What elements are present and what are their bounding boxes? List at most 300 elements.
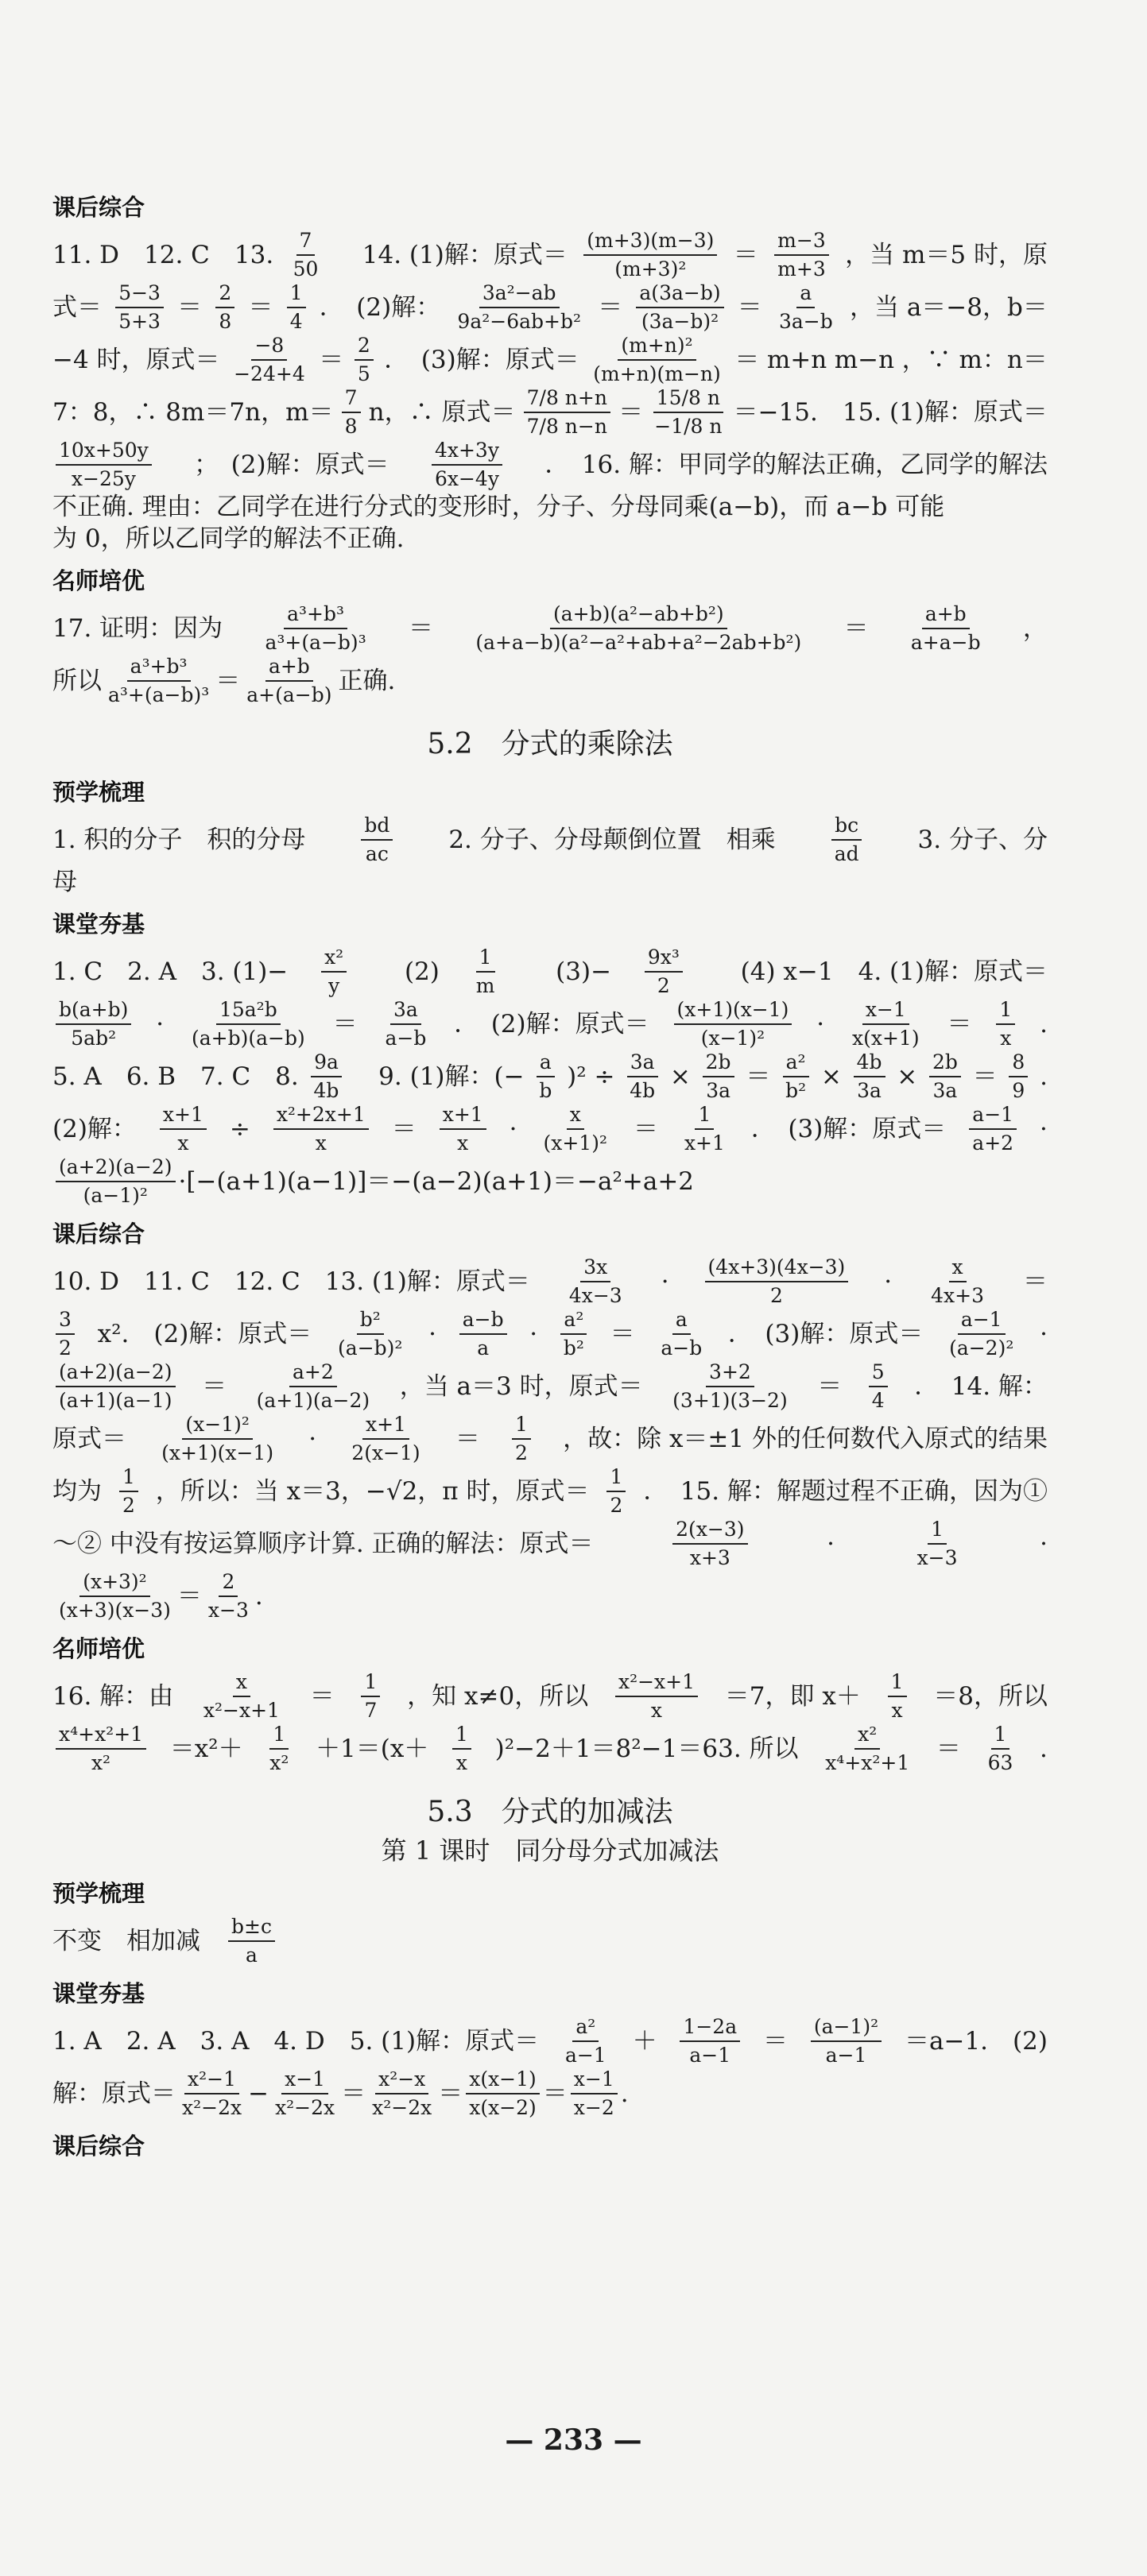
answer-line [52,1915,1048,1967]
text-run: · [1040,1115,1048,1143]
fraction-denominator: b² [785,1079,807,1102]
text-run: ． (3)解：原式＝ [750,1115,947,1143]
text-run: ÷ [229,1115,250,1143]
fraction [321,946,347,998]
text-run: ＝ [762,2027,788,2056]
fraction [782,1050,809,1103]
fraction-numerator: 4x+3y [432,439,502,466]
fraction [849,998,923,1050]
fraction [440,1103,486,1155]
text-run: ＝ [1023,1267,1048,1296]
fraction-numerator: a−1 [958,1308,1006,1335]
text-run: 所以 [52,667,102,695]
text-run: ，∵ m：n＝ [901,346,1048,374]
text-run: ＝ [610,1320,635,1348]
text-run: )² ÷ [567,1062,615,1091]
fraction [272,2067,338,2120]
fraction-denominator: m [475,974,495,997]
fraction-numerator: 1 [119,1465,138,1492]
fraction-numerator: x² [321,946,347,973]
fraction-numerator: 10x+50y [56,439,152,466]
text-run: · [884,1267,893,1296]
fraction-denominator: m+3 [777,257,826,280]
answer-line [52,1155,1048,1208]
fraction-numerator: a³+b³ [127,655,191,682]
fraction [969,1103,1017,1155]
fraction [160,1103,207,1155]
fraction-numerator: a+2 [289,1360,337,1387]
fraction-denominator: x²−2x [275,2096,335,2119]
page-number: — 233 — [505,2423,642,2457]
fraction-denominator: 4 [871,1389,885,1412]
fraction [355,334,374,386]
fraction-denominator: −24+4 [234,362,305,385]
fraction-denominator: x [1000,1027,1012,1050]
fraction [115,281,164,334]
fraction [680,2015,740,2067]
text-run: 11. D 12. C 13. [52,241,274,269]
heading-ketang-hangji-3: 课堂夯基 [52,1980,145,2007]
fraction [590,334,724,386]
fraction-numerator: x² [854,1723,880,1750]
text-run: 1. 积的分子 积的分母 [52,826,331,854]
fraction-denominator: 4 [289,310,303,333]
fraction [361,814,393,866]
heading-kehou-zonghe-3: 课后综合 [52,2133,145,2160]
fraction [432,439,502,491]
fraction-denominator: 2 [610,1494,623,1517]
text-run: ＝ [177,293,203,322]
fraction [822,1723,913,1775]
text-run: ＝ [332,1010,358,1039]
answer-line [52,386,1048,439]
text-run: · [156,1010,165,1039]
fraction-numerator: 1 [287,281,306,308]
text-run: 17. 证明：因为 [52,614,223,643]
fraction-numerator: (m+n)² [618,334,696,361]
fraction-denominator: x²−2x [372,2096,432,2119]
text-run: ＝ [817,1372,843,1401]
answer-line [52,2067,1048,2120]
fraction-denominator: x² [91,1751,111,1774]
text-run: ＝x²＋ [169,1735,243,1763]
fraction-denominator: b² [563,1336,584,1360]
fraction-numerator: x+1 [160,1103,207,1130]
fraction-denominator: 9a²−6ab+b² [457,310,581,333]
text-run: 不变 相加减 [52,1927,225,1955]
fraction-denominator: a [477,1336,490,1360]
answer-line [52,1670,1048,1723]
text-run: ＝ [843,614,869,643]
fraction [454,281,584,334]
fraction-numerator: 2b [929,1050,961,1077]
fraction-denominator: 4x+3 [931,1284,984,1307]
answer-line [52,491,1048,523]
text-run: (2)解： [52,1115,137,1143]
fraction [262,602,369,655]
text-run: − [248,2079,269,2108]
fraction-numerator: 1 [269,1723,289,1750]
fraction [524,386,610,439]
text-run: ＝ [248,293,273,322]
text-run: ，所以：当 x＝3，−√2，π 时，原式＝ [155,1477,590,1506]
answer-line [52,1413,1048,1465]
text-run: 16. 解：由 [52,1682,174,1711]
fraction-denominator: (a−2)² [949,1336,1014,1360]
fraction-denominator: x−25y [71,467,136,490]
text-run: ． (3)解：原式＝ [727,1320,924,1348]
fraction-numerator: x⁴+x²+1 [56,1723,146,1750]
fraction-denominator: (a+1)(a−2) [256,1389,370,1412]
fraction-numerator: a³+b³ [284,602,347,629]
fraction [560,1308,587,1360]
text-run: 1. A 2. A 3. A 4. D 5. (1)解：原式＝ [52,2027,540,2056]
fraction-numerator: a+b [265,655,313,682]
fraction-denominator: b [539,1079,552,1102]
fraction-denominator: 2 [769,1284,783,1307]
fraction-numerator: bc [831,814,862,841]
fraction-denominator: 2 [59,1336,72,1360]
fraction-numerator: 5−3 [115,281,164,308]
fraction [466,2067,540,2120]
fraction-denominator: x² [269,1751,289,1774]
fraction-denominator: (a−1)² [83,1184,148,1207]
fraction-denominator: 5 [357,362,370,385]
fraction [56,1360,176,1413]
text-run: ． (2)解： [319,293,441,322]
fraction [287,281,306,334]
fraction [669,1360,791,1413]
text-run: (3)− [531,957,612,986]
fraction-numerator: b(a+b) [56,998,131,1025]
fraction-numerator: x²−x+1 [615,1670,698,1697]
fraction-numerator: (m+3)(m−3) [583,229,717,256]
fraction-numerator: b±c [228,1915,275,1942]
text-run: . [1040,1062,1048,1091]
fraction-numerator: 8 [1009,1050,1028,1077]
fraction [290,229,322,281]
fraction-denominator: 7 [364,1699,378,1722]
fraction-denominator: 3a [932,1079,958,1102]
text-run: · [816,1010,825,1039]
fraction [231,334,308,386]
text-run: ，当 m＝5 时，原 [845,241,1048,269]
text-run: ＝ [734,346,760,374]
fraction-denominator: x−2 [573,2096,614,2119]
answer-line [52,866,1048,898]
fraction-numerator: 3x [580,1255,610,1282]
fraction-denominator: a−b [661,1336,703,1360]
fraction-numerator: 7/8 n+n [524,386,610,413]
lesson-title: 第 1 课时 同分母分式加减法 [381,1835,719,1866]
text-run: ＝ [202,1372,227,1401]
fraction-numerator: 3a [627,1050,658,1077]
text-run: ． 16. 解：甲同学的解法正确，乙同学的解法 [544,451,1048,479]
fraction-denominator: x²−x+1 [203,1699,280,1722]
fraction-numerator: a² [783,1050,809,1077]
heading-yuxue-shuli-3: 预学梳理 [52,1880,145,1907]
fraction-denominator: (3+1)(3−2) [672,1389,788,1412]
fraction-denominator: 9 [1012,1079,1025,1102]
text-run: . [1040,1735,1048,1763]
fraction-denominator: (m+n)(m−n) [593,362,721,385]
fraction-numerator: 1 [606,1465,626,1492]
text-run: 原式＝ [52,1425,126,1453]
text-run: . [1040,1010,1048,1039]
fraction [452,1723,471,1775]
heading-mingshi-peiyou-1: 名师培优 [52,567,145,594]
fraction-numerator: 5 [869,1360,888,1387]
fraction-numerator: 1 [512,1413,531,1440]
fraction-numerator: a+b [922,602,970,629]
fraction-numerator: 1 [476,946,495,973]
page-content [52,181,1048,2168]
fraction [657,1308,705,1360]
heading-kehou-zonghe-1: 课后综合 [52,194,145,221]
fraction-numerator: a² [572,2015,599,2042]
fraction-numerator: 1 [996,998,1015,1025]
text-run: 9. (1)解：(− [354,1062,525,1091]
fraction [566,1255,626,1308]
fraction [908,602,984,655]
fraction [179,2067,245,2120]
fraction [254,1360,374,1413]
fraction-denominator: 4b [630,1079,656,1102]
fraction-denominator: (a+1)(a−1) [59,1389,172,1412]
fraction [541,1103,610,1155]
fraction-denominator: x+1 [684,1131,725,1155]
text-run: · [509,1115,517,1143]
fraction-numerator: a [796,281,815,308]
fraction [583,229,717,281]
fraction-denominator: 5ab² [71,1027,117,1050]
fraction-numerator: 1 [888,1670,907,1697]
answer-line [52,1050,1048,1103]
fraction-denominator: x²−2x [182,2096,242,2119]
fraction-denominator: x−3 [207,1599,249,1622]
fraction-denominator: (a−b)² [338,1336,403,1360]
text-run: ＝ [947,1010,972,1039]
text-run: −4 时，原式＝ [52,346,220,374]
answer-line [52,1255,1048,1308]
fraction-numerator: x [949,1255,967,1282]
section-title-5-3: 5.3 分式的加减法 [427,1796,673,1828]
fraction-denominator: ac [365,842,389,865]
fraction-numerator: 15/8 n [653,386,723,413]
fraction [56,1723,146,1775]
text-run: 3. 分子、分 [893,826,1048,854]
fraction-denominator: 5+3 [118,310,161,333]
fraction [928,1255,987,1308]
text-run: ． (3)解：原式＝ [384,346,579,374]
fraction-denominator: x [177,1131,189,1155]
fraction-denominator: 2(x−1) [351,1441,420,1464]
fraction-denominator: 2 [657,974,670,997]
answer-line [52,229,1048,281]
text-run: · [428,1320,436,1348]
fraction-numerator: 2b [703,1050,734,1077]
text-run: 7：8，∴ 8m＝7n，m＝ [52,398,334,427]
fraction [636,281,723,334]
fraction [996,998,1015,1050]
fraction [369,2067,435,2120]
fraction-numerator: 7 [296,229,316,256]
text-run: ·[−(a+1)(a−1)]＝−(a−2)(a+1)＝−a²+a+2 [178,1167,695,1196]
fraction-numerator: 9a [311,1050,342,1077]
fraction [811,2015,882,2067]
answer-line [52,2015,1048,2067]
fraction [888,1670,907,1723]
text-run: ＝ [438,2079,463,2108]
fraction-denominator: a+(a−b) [246,683,332,706]
fraction-denominator: a³+(a−b)³ [265,631,366,654]
fraction [215,281,234,334]
fraction [562,2015,610,2067]
answer-line [52,1723,1048,1775]
text-run: ＝ [733,241,758,269]
fraction [273,1103,369,1155]
fraction-numerator: (a+b)(a²−ab+b²) [550,602,727,629]
answer-line [52,439,1048,491]
fraction-denominator: a−1 [564,2044,606,2067]
fraction [651,386,725,439]
fraction-numerator: 1 [452,1723,471,1750]
fraction-numerator: (x+3)² [79,1570,149,1597]
fraction-numerator: x−1 [571,2067,618,2094]
fraction-numerator: (a+2)(a−2) [56,1155,176,1182]
fraction [914,1518,961,1570]
text-run: ． 14. 解： [914,1372,1048,1401]
fraction-numerator: 1−2a [680,2015,740,2042]
fraction-numerator: x−1 [862,998,909,1025]
text-run: ＝ [746,1062,771,1091]
fraction-denominator: x(x−2) [469,2096,537,2119]
fraction-denominator: 4b [313,1079,339,1102]
text-run: ＝ [633,1115,658,1143]
fraction [536,1050,555,1103]
text-run: ． 15. 解：解题过程不正确，因为① [643,1477,1048,1506]
text-run: · [661,1267,669,1296]
fraction-denominator: a+2 [972,1131,1014,1155]
fraction-numerator: −8 [251,334,287,361]
fraction-denominator: a [246,1944,258,1967]
fraction-denominator: 7/8 n−n [526,415,607,438]
text-run: ， [1022,614,1048,643]
heading-kehou-zonghe-2: 课后综合 [52,1220,145,1247]
fraction-numerator: 2 [219,1570,238,1597]
fraction [681,1103,728,1155]
fraction [335,1308,405,1360]
fraction [56,1155,176,1208]
fraction [105,655,212,707]
fraction-denominator: (x+1)(x−1) [161,1441,274,1464]
fraction-denominator: (x+1)² [543,1131,607,1155]
text-line: 为 0，所以乙同学的解法不正确. [52,524,405,553]
fraction-numerator: 1 [928,1518,947,1545]
fraction [361,1670,380,1723]
text-run: 10. D 11. C 12. C 13. (1)解：原式＝ [52,1267,530,1296]
fraction [266,1723,292,1775]
text-run: 5. A 6. B 7. C 8. [52,1062,299,1091]
answer-line [52,1570,1048,1623]
fraction-numerator: x²+2x+1 [273,1103,369,1130]
text-run: ＝ [215,667,241,695]
text-run: ＝7，即 x＋ [724,1682,861,1711]
fraction-numerator: 9x³ [645,946,683,973]
fraction [626,1050,658,1103]
fraction-numerator: 3a [390,998,421,1025]
fraction-numerator: 3a²−ab [479,281,560,308]
fraction [56,439,152,491]
text-line: 不正确. 理由：乙同学在进行分式的变形时，分子、分母同乘(a−b)，而 a−b 可能 [52,493,945,521]
fraction-denominator: x(x+1) [852,1027,920,1050]
fraction-denominator: (x−1)² [700,1027,765,1050]
fraction [56,1570,174,1623]
fraction [985,1723,1017,1775]
fraction [645,946,683,998]
text-run: ＋1＝(x＋ [316,1735,429,1763]
answer-line [52,523,1048,555]
fraction-numerator: x(x−1) [466,2067,540,2094]
fraction-numerator: (a+2)(a−2) [56,1360,176,1387]
fraction-denominator: x [315,1131,327,1155]
text-run: · [827,1530,835,1558]
heading-mingshi-peiyou-2: 名师培优 [52,1635,145,1662]
fraction-denominator: x [891,1699,903,1722]
fraction-numerator: 1 [695,1103,714,1130]
text-run: . [254,1582,263,1611]
fraction [1009,1050,1028,1103]
fraction-denominator: x [455,1751,468,1774]
fraction [243,655,335,707]
text-run: x². (2)解：原式＝ [97,1320,312,1348]
text-run: ～② 中没有按运算顺序计算. 正确的解法：原式＝ [52,1530,594,1558]
fraction-denominator: −1/8 n [654,415,723,438]
fraction [348,1413,423,1465]
answer-line [52,1360,1048,1413]
text-run: 1. C 2. A 3. (1)− [52,957,289,986]
fraction-numerator: 2 [355,334,374,361]
text-run: × [897,1062,918,1091]
fraction-denominator: ad [834,842,859,865]
answer-line [52,814,1048,866]
fraction [311,1050,343,1103]
text-line: 母 [52,868,77,896]
text-run: ＝ [341,2079,366,2108]
fraction-denominator: 2 [515,1441,528,1464]
text-run: . [620,2079,629,2108]
fraction-denominator: (a+a−b)(a²−a²+ab+a²−2ab+b²) [475,631,802,654]
text-run: ＝ [972,1062,998,1091]
fraction-denominator: a+a−b [910,631,981,654]
fraction [56,1308,75,1360]
text-run: 14. (1)解：原式＝ [337,241,568,269]
fraction-denominator: (a+b)(a−b) [191,1027,305,1050]
answer-line [52,602,1048,655]
fraction-denominator: 6x−4y [434,467,499,490]
fraction-numerator: 15a²b [216,998,281,1025]
fraction [774,229,829,281]
fraction-denominator: a−b [385,1027,427,1050]
fraction-denominator: 8 [344,415,358,438]
fraction [56,998,131,1050]
fraction-denominator: a−1 [689,2044,731,2067]
fraction-denominator: x [457,1131,469,1155]
fraction [869,1360,888,1413]
answer-line [52,1518,1048,1570]
text-run: m−n [834,346,895,374]
fraction [606,1465,626,1518]
